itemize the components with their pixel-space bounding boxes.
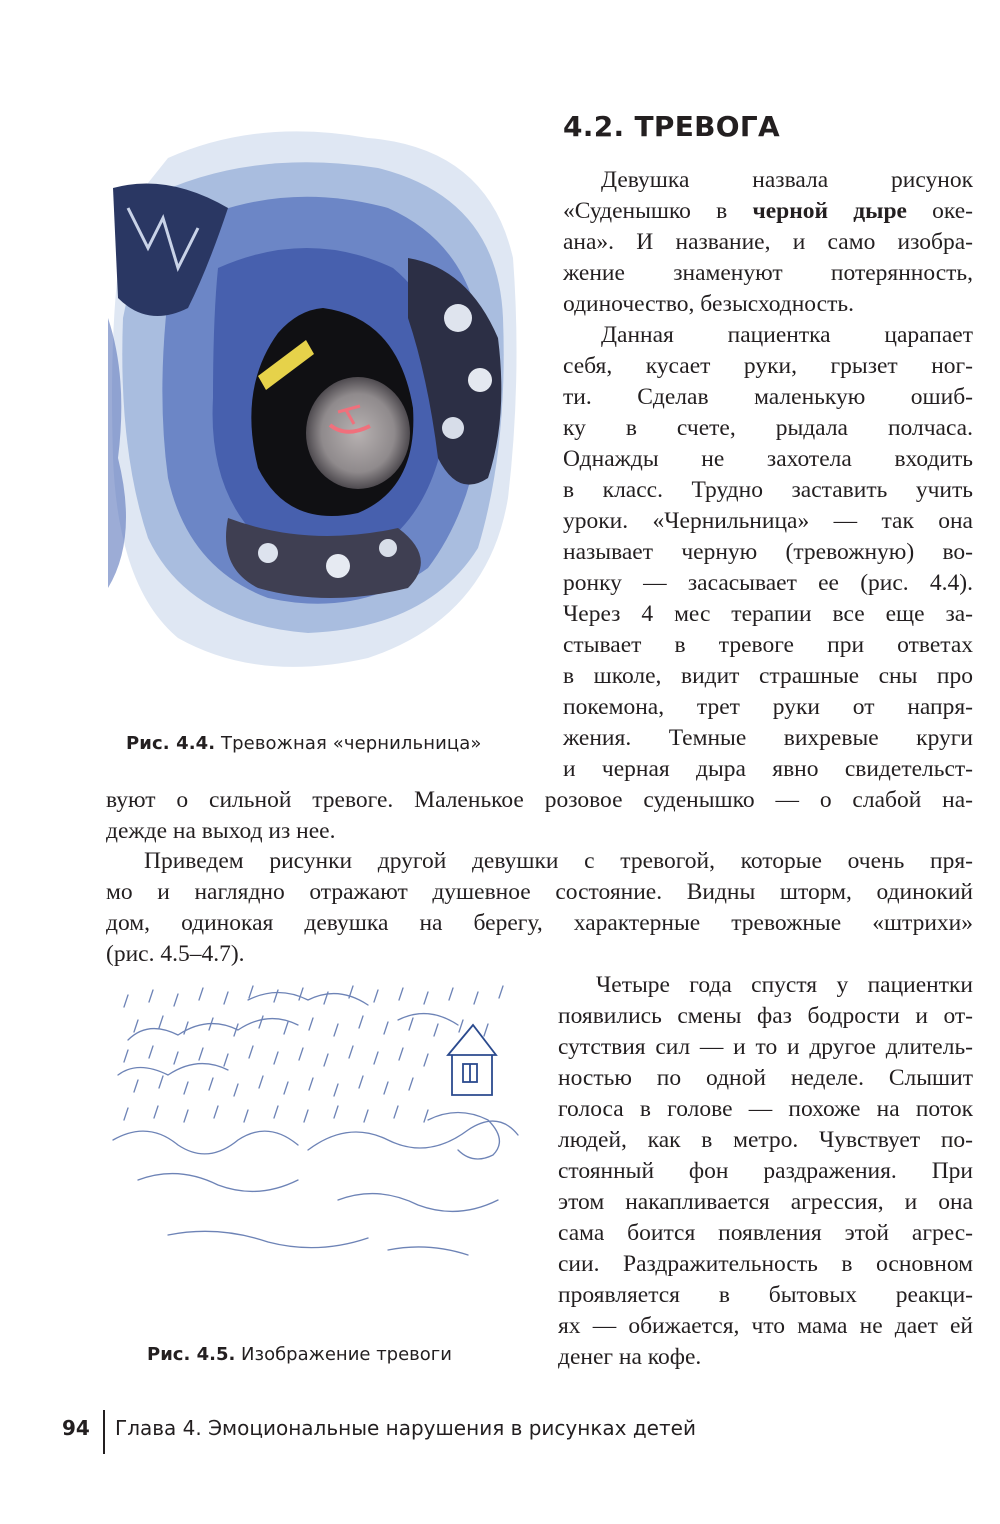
text-line: Данная пациентка царапает <box>601 322 973 348</box>
bold-term: черной дыре <box>752 198 907 224</box>
text-line: ронку — засасывает ее (рис. 4.4). <box>563 570 973 596</box>
storm-house-sketch <box>108 980 522 1280</box>
text-line: покемона, трет руки от напря- <box>563 694 973 720</box>
footer-divider <box>103 1410 105 1454</box>
text-line: голоса в голове — похоже на поток <box>558 1096 973 1122</box>
figure-caption <box>126 733 482 754</box>
text-line: сии. Раздражительность в основном <box>558 1251 973 1277</box>
text-line: дежде на выход из нее. <box>106 818 336 844</box>
paragraph-title-description <box>563 165 973 320</box>
text-run: оке- <box>906 198 974 224</box>
text-line: себя, кусает руки, грызет ног- <box>563 353 973 379</box>
text-line: мо и наглядно отражают душевное состояние. Видны шторм, одинокий <box>106 879 973 905</box>
paragraph-other-girl-drawings <box>106 846 973 970</box>
page-number: 94 <box>62 1416 90 1440</box>
text-line: в школе, видит страшные сны про <box>563 663 973 689</box>
text-line: ана». И название, и само изобра- <box>563 229 973 255</box>
text-line: в класс. Трудно заставить учить <box>563 477 973 503</box>
text-line: одиночество, безысходность. <box>563 291 854 317</box>
text-line: Четыре года спустя у пациентки <box>596 972 973 998</box>
inkwell-painting <box>108 118 522 678</box>
figure-anxious-inkwell <box>108 118 522 678</box>
paragraph-patient-behavior-continued <box>106 785 973 847</box>
text-line <box>563 196 973 227</box>
figure-caption <box>147 1344 452 1365</box>
section-heading: 4.2. ТРЕВОГА <box>563 110 780 143</box>
text-line: (рис. 4.5–4.7). <box>106 941 245 967</box>
text-line: ти. Сделав маленькую ошиб- <box>563 384 973 410</box>
caption-label: Рис. 4.4. <box>126 733 216 754</box>
paragraph-four-years-later <box>558 970 973 1373</box>
running-head-chapter: Глава 4. Эмоциональные нарушения в рисунках детей <box>115 1416 696 1440</box>
text-line: проявляется в бытовых реакци- <box>558 1282 973 1308</box>
text-line: Приведем рисунки другой девушки с тревогой, которые очень пря- <box>144 848 973 874</box>
caption-label: Рис. 4.5. <box>147 1344 236 1365</box>
text-line: стывает в тревоге при ответах <box>563 632 973 658</box>
text-line: ях — обижается, что мама не дает ей <box>558 1313 973 1339</box>
text-line: вуют о сильной тревоге. Маленькое розовое суденышко — о слабой на- <box>106 787 973 813</box>
text-line: Через 4 мес терапии все еще за- <box>563 601 973 627</box>
house-icon <box>448 1025 496 1095</box>
text-line: этом накапливается агрессия, и она <box>558 1189 973 1215</box>
text-line: денег на кофе. <box>558 1344 702 1370</box>
text-line: называет черную (тревожную) во- <box>563 539 973 565</box>
text-line: жения. Темные вихревые круги <box>563 725 973 751</box>
text-line: людей, как в метро. Чувствует по- <box>558 1127 973 1153</box>
text-line: и черная дыра явно свидетельст- <box>563 756 973 782</box>
figure-anxiety-drawing <box>108 980 522 1280</box>
text-line: появились смены фаз бодрости и от- <box>558 1003 973 1029</box>
text-line: стоянный фон раздражения. При <box>558 1158 973 1184</box>
text-line: уроки. «Чернильница» — так она <box>563 508 973 534</box>
text-line: Однажды не захотела входить <box>563 446 973 472</box>
paragraph-patient-behavior <box>563 320 973 785</box>
caption-text: Изображение тревоги <box>235 1344 452 1365</box>
text-line: ку в счете, рыдала полчаса. <box>563 415 973 441</box>
text-line: дом, одинокая девушка на берегу, характерные тревожные «штрихи» <box>106 910 973 936</box>
text-line: жение знаменуют потерянность, <box>563 260 973 286</box>
text-line: сутствия сил — и то и другое длитель- <box>558 1034 973 1060</box>
text-line: ностью по одной неделе. Слышит <box>558 1065 973 1091</box>
text-run: «Суденышко в <box>563 198 753 224</box>
text-line: сама боится появления этой агрес- <box>558 1220 973 1246</box>
text-line: Девушка назвала рисунок <box>601 167 973 193</box>
caption-text: Тревожная «чернильница» <box>215 733 482 754</box>
